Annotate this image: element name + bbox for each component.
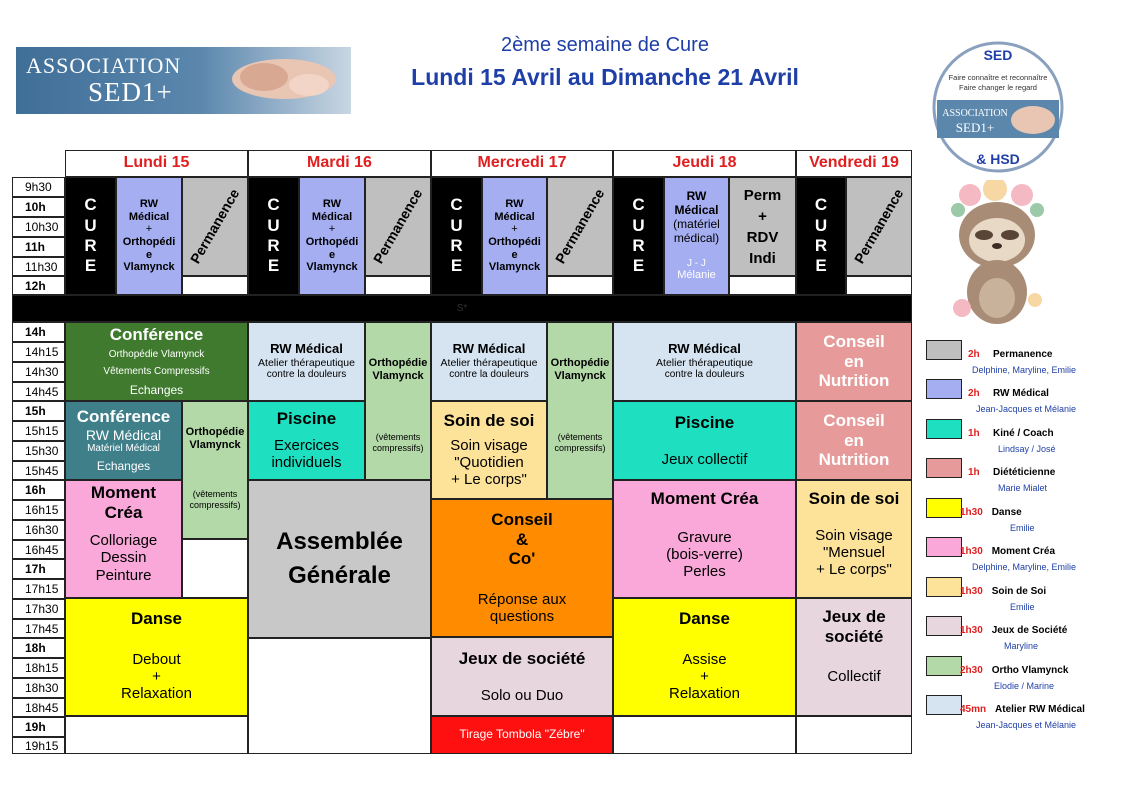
cure-block-mercredi: C U R E	[431, 177, 482, 295]
jeux-societe-vendredi: Jeux de société Collectif	[796, 598, 912, 716]
legend-swatch	[926, 577, 962, 597]
moment-crea-jeudi: Moment Créa Gravure (bois-verre) Perles	[613, 480, 796, 598]
time-label: 17h30	[12, 599, 65, 619]
ortho-vlamynck-mercredi: Orthopédie Vlamynck (vêtements compressifs)	[547, 322, 613, 499]
legend-names: Jean-Jacques et Mélanie	[976, 720, 1077, 730]
rw-medical-block-jeudi: RW Médical (matériel médical) J - J Mélanie	[664, 177, 729, 295]
time-label: 15h45	[12, 461, 65, 480]
seal-sed1: SED1+	[955, 120, 995, 135]
time-label: 14h30	[12, 362, 65, 382]
legend-text: 2h RW Médical	[968, 388, 1049, 399]
cure-block-mardi: C U R E	[248, 177, 299, 295]
time-label: 16h30	[12, 520, 65, 540]
legend-names: Elodie / Marine	[994, 681, 1055, 691]
legend-text: 2h30 Ortho Vlamynck	[960, 665, 1069, 676]
time-label: 17h45	[12, 619, 65, 638]
piscine-jeudi: Piscine Jeux collectif	[613, 401, 796, 480]
tombola-mercredi: Tirage Tombola "Zébre"	[431, 716, 613, 754]
soin-de-soi-vendredi: Soin de soi Soin visage "Mensuel + Le corps"	[796, 480, 912, 598]
legend-text: 1h30 Moment Créa	[960, 546, 1056, 557]
legend-names: Emilie	[1010, 602, 1035, 612]
legend-swatch	[926, 695, 962, 715]
soin-de-soi-mercredi: Soin de soi Soin visage "Quotidien + Le corps"	[431, 401, 547, 499]
seal-line2: Faire changer le regard	[959, 83, 1037, 92]
time-label: 15h30	[12, 441, 65, 461]
legend-item	[926, 498, 962, 518]
rw-ortho-block-lundi: RW Médical + Orthopédi e Vlamynck	[116, 177, 182, 295]
time-label: 16h45	[12, 540, 65, 559]
rw-ortho-block-mardi: RW Médical + Orthopédi e Vlamynck	[299, 177, 365, 295]
cure-block-vendredi: C U R E	[796, 177, 846, 295]
seal-top: SED	[983, 47, 1013, 63]
conseil-nutrition-1-vendredi: Conseil en Nutrition	[796, 322, 912, 401]
legend-text: 1h30 Danse	[960, 507, 1022, 518]
legend-names: Emilie	[1010, 523, 1035, 533]
legend-item	[926, 656, 962, 676]
time-label: 10h30	[12, 217, 65, 237]
legend-text: 1h30 Soin de Soi	[960, 586, 1047, 597]
legend-item	[926, 419, 962, 439]
date-range: Lundi 15 Avril au Dimanche 21 Avril	[411, 64, 799, 90]
time-label: 11h	[12, 237, 65, 257]
time-label: 10h	[12, 197, 65, 217]
empty-cell	[248, 638, 431, 754]
permanence-block-mardi: Permanence	[365, 177, 431, 276]
legend-names: Jean-Jacques et Mélanie	[976, 404, 1077, 414]
time-label: 19h	[12, 717, 65, 737]
logo-line2: SED1+	[88, 77, 173, 107]
rw-atelier-mardi: RW Médical Atelier thérapeutique contre la douleurs	[248, 322, 365, 401]
time-label: 16h15	[12, 500, 65, 520]
legend-swatch	[926, 537, 962, 557]
legend-swatch	[926, 498, 962, 518]
empty-cell	[547, 276, 613, 295]
legend-item	[926, 458, 962, 478]
conference-ortho-lundi: Conférence Orthopédie Vlamynck Vêtements Compressifs Echanges	[65, 322, 248, 401]
time-label: 15h15	[12, 421, 65, 441]
legend-swatch	[926, 458, 962, 478]
empty-cell	[796, 716, 912, 754]
legend	[924, 340, 1114, 740]
day-header-mercredi: Mercredi 17	[431, 150, 613, 177]
legend-swatch	[926, 340, 962, 360]
empty-cell	[729, 276, 796, 295]
legend-item	[926, 537, 962, 557]
lunch-marker: S*	[456, 302, 468, 314]
rw-ortho-block-mercredi: RW Médical + Orthopédi e Vlamynck	[482, 177, 547, 295]
legend-swatch	[926, 379, 962, 399]
time-label: 18h30	[12, 678, 65, 698]
legend-text: 45mn Atelier RW Médical	[960, 704, 1085, 715]
moment-crea-lundi: Moment Créa Colloriage Dessin Peinture	[65, 480, 182, 598]
jeux-societe-mercredi: Jeux de société Solo ou Duo	[431, 637, 613, 716]
logo-line1: ASSOCIATION	[26, 53, 182, 78]
day-header-vendredi: Vendredi 19	[796, 150, 912, 177]
legend-text: 1h Diététicienne	[968, 467, 1056, 478]
conseil-co-mercredi: Conseil & Co' Réponse aux questions	[431, 499, 613, 637]
legend-names: Marie Mialet	[998, 483, 1048, 493]
permanence-block-vendredi: Permanence	[846, 177, 912, 276]
legend-swatch	[926, 419, 962, 439]
empty-cell	[613, 716, 796, 754]
legend-text: 1h Kiné / Coach	[968, 428, 1054, 439]
time-label: 15h	[12, 401, 65, 421]
empty-cell	[182, 276, 248, 295]
seal-bottom: & HSD	[976, 151, 1020, 167]
legend-names: Delphine, Maryline, Emilie	[972, 562, 1077, 572]
rw-atelier-jeudi: RW Médical Atelier thérapeutique contre la douleurs	[613, 322, 796, 401]
time-label: 14h	[12, 322, 65, 342]
rw-atelier-mercredi: RW Médical Atelier thérapeutique contre la douleurs	[431, 322, 547, 401]
conseil-nutrition-2-vendredi: Conseil en Nutrition	[796, 401, 912, 480]
legend-text: 2h Permanence	[968, 349, 1053, 360]
time-label: 17h	[12, 559, 65, 579]
empty-cell	[846, 276, 912, 295]
perm-rdv-block-jeudi: Perm + RDV Indi	[729, 177, 796, 276]
legend-item	[926, 340, 962, 360]
legend-names: Delphine, Maryline, Emilie	[972, 365, 1077, 375]
legend-swatch	[926, 656, 962, 676]
ortho-vlamynck-lundi: Orthopédie Vlamynck (vêtements compressifs)	[182, 401, 248, 539]
time-label: 11h30	[12, 257, 65, 276]
legend-text: 1h30 Jeux de Société	[960, 625, 1068, 636]
assemblee-generale-mardi: Assemblée Générale	[248, 480, 431, 638]
lunch-break-bar	[12, 295, 912, 322]
cure-block-lundi: C U R E	[65, 177, 116, 295]
danse-lundi: Danse Debout + Relaxation	[65, 598, 248, 716]
ortho-vlamynck-mardi: Orthopédie Vlamynck (vêtements compressifs)	[365, 322, 431, 480]
legend-item	[926, 616, 962, 636]
cure-block-jeudi: C U R E	[613, 177, 664, 295]
time-label: 19h15	[12, 737, 65, 754]
seal-line1: Faire connaître et reconnaître	[948, 73, 1048, 82]
week-title: 2ème semaine de Cure	[501, 34, 709, 56]
time-label: 18h15	[12, 658, 65, 678]
legend-item	[926, 379, 962, 399]
time-label: 16h	[12, 480, 65, 500]
day-header-mardi: Mardi 16	[248, 150, 431, 177]
conference-rw-lundi: Conférence RW Médical Matériel Médical Echanges	[65, 401, 182, 480]
piscine-mardi: Piscine Exercices individuels	[248, 401, 365, 480]
permanence-block-lundi: Permanence	[182, 177, 248, 276]
legend-names: Maryline	[1004, 641, 1039, 651]
time-label: 14h45	[12, 382, 65, 401]
empty-cell	[65, 716, 248, 754]
time-label: 9h30	[12, 177, 65, 197]
danse-jeudi: Danse Assise + Relaxation	[613, 598, 796, 716]
legend-names: Lindsay / José	[998, 444, 1056, 454]
time-label: 12h	[12, 276, 65, 295]
legend-item	[926, 577, 962, 597]
time-label: 17h15	[12, 579, 65, 599]
permanence-block-mercredi: Permanence	[547, 177, 613, 276]
time-label: 14h15	[12, 342, 65, 362]
empty-cell	[365, 276, 431, 295]
time-label: 18h45	[12, 698, 65, 717]
day-header-jeudi: Jeudi 18	[613, 150, 796, 177]
day-header-lundi: Lundi 15	[65, 150, 248, 177]
seal-assoc: ASSOCIATION	[942, 108, 1008, 119]
time-label: 18h	[12, 638, 65, 658]
empty-cell	[182, 539, 248, 598]
legend-swatch	[926, 616, 962, 636]
legend-item	[926, 695, 962, 715]
